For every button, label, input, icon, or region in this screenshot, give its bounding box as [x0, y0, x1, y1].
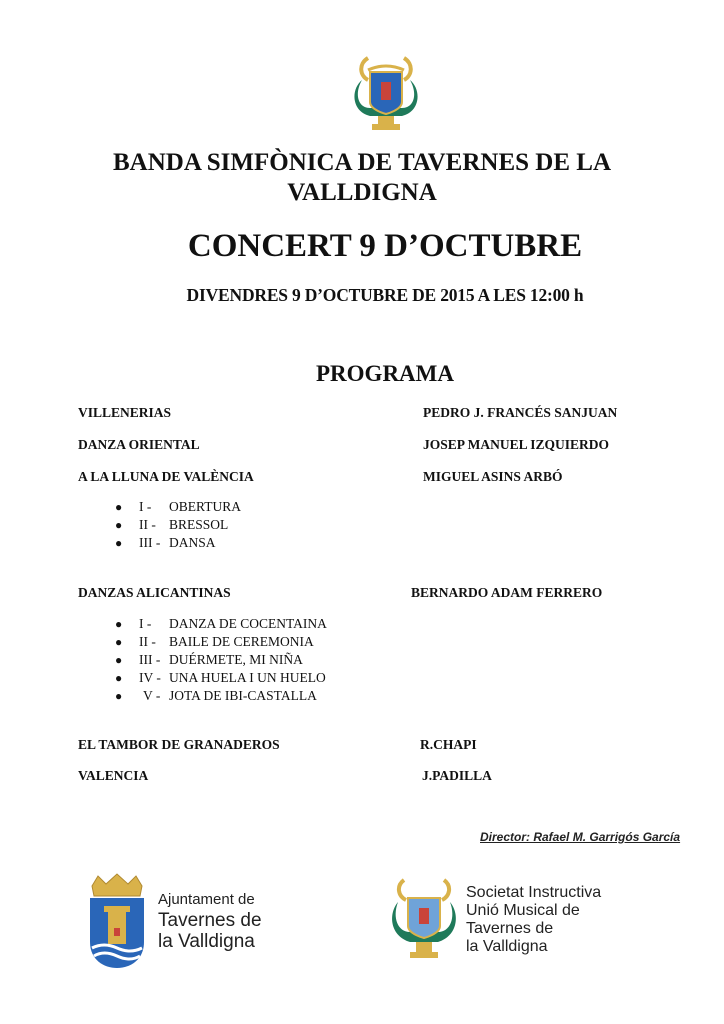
piece-composer: J.PADILLA — [422, 768, 492, 783]
movement-list — [115, 498, 241, 552]
piece-composer: JOSEP MANUEL IZQUIERDO — [423, 437, 610, 452]
piece-title: DANZA ORIENTAL — [78, 437, 200, 452]
movement-list — [115, 615, 327, 705]
band-name — [0, 148, 724, 208]
ajuntament-shield-icon — [86, 872, 148, 970]
concert-date: DIVENDRES 9 D’OCTUBRE DE 2015 A LES 12:00 h — [186, 285, 584, 305]
movement-item: ● V - JOTA DE IBI-CASTALLA — [115, 688, 317, 703]
movement-item: ● II - BRESSOL — [115, 517, 229, 532]
movement-item: ● I - DANZA DE COCENTAINA — [115, 616, 327, 631]
concert-title: CONCERT 9 D’OCTUBRE — [187, 228, 583, 264]
ajuntament-logo — [86, 872, 286, 972]
bullet-icon: ● — [115, 518, 123, 532]
piece-title: A LA LLUNA DE VALÈNCIA — [78, 469, 254, 484]
bullet-icon: ● — [115, 536, 123, 550]
societat-name: Societat Instructiva Unió Musical de Tavernes de la Valldigna — [466, 884, 602, 955]
director-credit: Director: Rafael M. Garrigós García — [480, 830, 681, 844]
bullet-icon: ● — [115, 671, 123, 685]
piece-title: DANZAS ALICANTINAS — [78, 585, 231, 600]
movement-item: ● IV - UNA HUELA I UN HUELO — [115, 670, 326, 685]
band-lyre-emblem — [348, 50, 424, 136]
bullet-icon: ● — [115, 689, 123, 703]
movement-item: ● II - BAILE DE CEREMONIA — [115, 634, 314, 649]
bullet-icon: ● — [115, 500, 123, 514]
piece-title: VILLENERIAS — [78, 405, 172, 420]
bullet-icon: ● — [115, 653, 123, 667]
movement-item: ● I - OBERTURA — [115, 499, 241, 514]
piece-composer: R.CHAPI — [420, 737, 477, 752]
societat-lyre-icon — [388, 874, 460, 966]
ajuntament-name: Ajuntament de Tavernes de la Valldigna — [158, 891, 262, 952]
piece-composer: MIGUEL ASINS ARBÓ — [423, 469, 563, 484]
movement-item: ● III - DUÉRMETE, MI NIÑA — [115, 652, 303, 667]
band-name-line1: BANDA SIMFÒNICA DE TAVERNES DE LA — [112, 149, 612, 176]
bullet-icon: ● — [115, 635, 123, 649]
piece-composer: BERNARDO ADAM FERRERO — [411, 585, 603, 600]
piece-composer: PEDRO J. FRANCÉS SANJUAN — [423, 405, 618, 420]
piece-title: EL TAMBOR DE GRANADEROS — [78, 737, 280, 752]
bullet-icon: ● — [115, 617, 123, 631]
band-name-line2: VALLDIGNA — [287, 179, 437, 206]
piece-title: VALENCIA — [78, 768, 149, 783]
movement-item: ● III - DANSA — [115, 535, 216, 550]
societat-logo — [388, 874, 628, 969]
programme-heading: PROGRAMA — [316, 361, 454, 386]
